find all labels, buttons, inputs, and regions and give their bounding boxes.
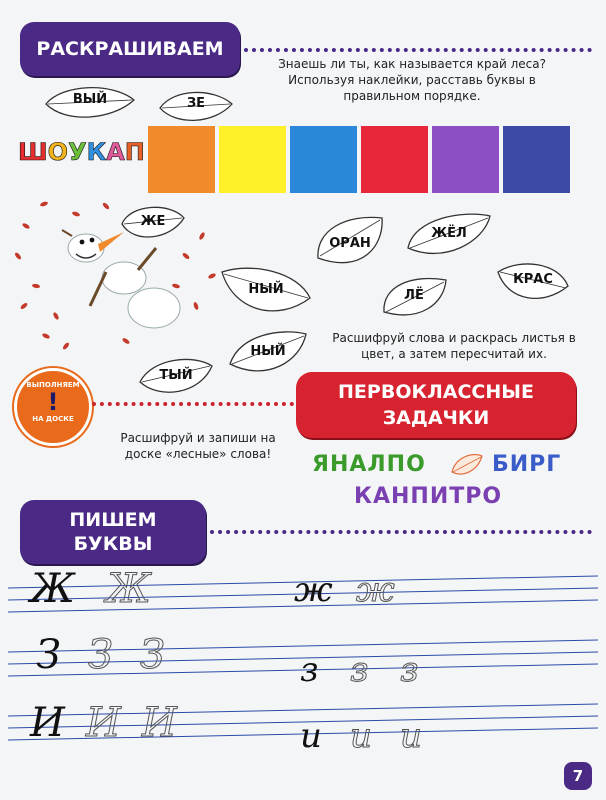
page-number: 7 <box>564 762 592 790</box>
writing-title-line2: БУКВЫ <box>73 533 153 555</box>
traced-letter-lower: з <box>350 650 369 690</box>
leaf-label: ВЫЙ <box>72 92 108 107</box>
board-badge <box>14 368 92 446</box>
leaf-tyi <box>136 352 216 402</box>
dotted-divider-red <box>92 402 302 406</box>
writing-section-header <box>20 500 206 564</box>
scrambled-word-3: КАНПИТРО <box>354 484 503 509</box>
scrambled-letter: О <box>47 138 69 166</box>
leaf-ze <box>156 86 236 126</box>
leaf-zhyol <box>404 208 494 262</box>
traced-letter-upper: З <box>88 632 113 678</box>
colour-swatch-indigo[interactable] <box>503 126 570 193</box>
colour-swatch-red[interactable] <box>361 126 428 193</box>
traced-letter-lower: з <box>400 650 419 690</box>
leaf-label: ЖЕ <box>140 214 166 229</box>
cursive-letter-lower: и <box>300 716 322 756</box>
scrambled-letter: У <box>68 138 87 166</box>
scrambled-letter: К <box>86 138 107 166</box>
leaf-icon <box>450 452 484 478</box>
board-badge-top: ВЫПОЛНЯЕМ <box>26 381 80 389</box>
tasks-title-line1: ПЕРВОКЛАССНЫЕ <box>338 381 534 403</box>
leaf-label: ЖЁЛ <box>431 226 467 241</box>
cursive-letter-upper: И <box>30 700 65 746</box>
cursive-letter-upper: З <box>36 632 61 678</box>
leaf-nyi-1 <box>218 262 314 322</box>
leaves-instruction: Расшифруй слова и раскрась листья в цвет, а затем пересчитай их. <box>332 331 576 361</box>
leaf-label: ОРАН <box>329 236 371 251</box>
traced-letter-upper: Ж <box>106 566 151 612</box>
colour-swatch-orange[interactable] <box>148 126 215 193</box>
colour-swatch-purple[interactable] <box>432 126 499 193</box>
cursive-letter-upper: Ж <box>30 566 75 612</box>
leaf-label: ТЫЙ <box>159 368 193 383</box>
leaf-nyi-2 <box>226 326 310 382</box>
leaf-label: ЛЁ <box>404 288 424 303</box>
leaf-vyi <box>42 80 138 124</box>
scrambled-letter: А <box>106 138 125 166</box>
colour-section-header <box>20 22 240 76</box>
board-badge-bottom: НА ДОСКЕ <box>32 415 74 423</box>
leaf-label: ЗЕ <box>186 96 206 111</box>
colour-section-title: РАСКРАШИВАЕМ <box>36 38 224 60</box>
colour-swatch-blue[interactable] <box>290 126 357 193</box>
cursive-letter-lower: з <box>300 650 319 690</box>
leaf-label: НЫЙ <box>250 344 286 359</box>
traced-letter-upper: И <box>142 700 177 746</box>
exclamation-icon: ! <box>47 388 59 416</box>
scrambled-letter: Ш <box>18 138 48 166</box>
tasks-instruction: Расшифруй и запиши на доске «лесные» слова! <box>120 431 276 461</box>
writing-title-line1: ПИШЕМ <box>69 509 157 531</box>
dotted-divider <box>210 530 592 534</box>
tasks-title-line2: ЗАДАЧКИ <box>382 407 490 429</box>
snowman-icon <box>62 230 180 328</box>
leaf-kras <box>494 256 572 308</box>
traced-letter-upper: И <box>86 700 121 746</box>
leaf-oran <box>312 212 388 278</box>
dotted-divider <box>244 48 592 52</box>
traced-letter-lower: и <box>400 716 422 756</box>
colour-instruction: Знаешь ли ты, как называется край леса? Используя наклейки, расставь буквы в правильном порядке. <box>278 57 546 103</box>
colour-swatch-yellow[interactable] <box>219 126 286 193</box>
scrambled-letter: П <box>124 138 145 166</box>
leaf-zhe <box>118 200 188 244</box>
leaf-label: КРАС <box>513 272 553 287</box>
tasks-header <box>296 372 576 438</box>
leaf-lyo <box>378 272 450 322</box>
traced-letter-lower: и <box>350 716 372 756</box>
traced-letter-lower: ж <box>356 570 395 610</box>
scrambled-word-2: БИРГ <box>492 452 562 477</box>
scrambled-word-1: ЯНАЛПО <box>312 452 426 477</box>
scrambled-word <box>18 138 145 178</box>
traced-letter-upper: З <box>140 632 165 678</box>
leaf-label: НЫЙ <box>248 282 284 297</box>
cursive-letter-lower: ж <box>294 570 333 610</box>
